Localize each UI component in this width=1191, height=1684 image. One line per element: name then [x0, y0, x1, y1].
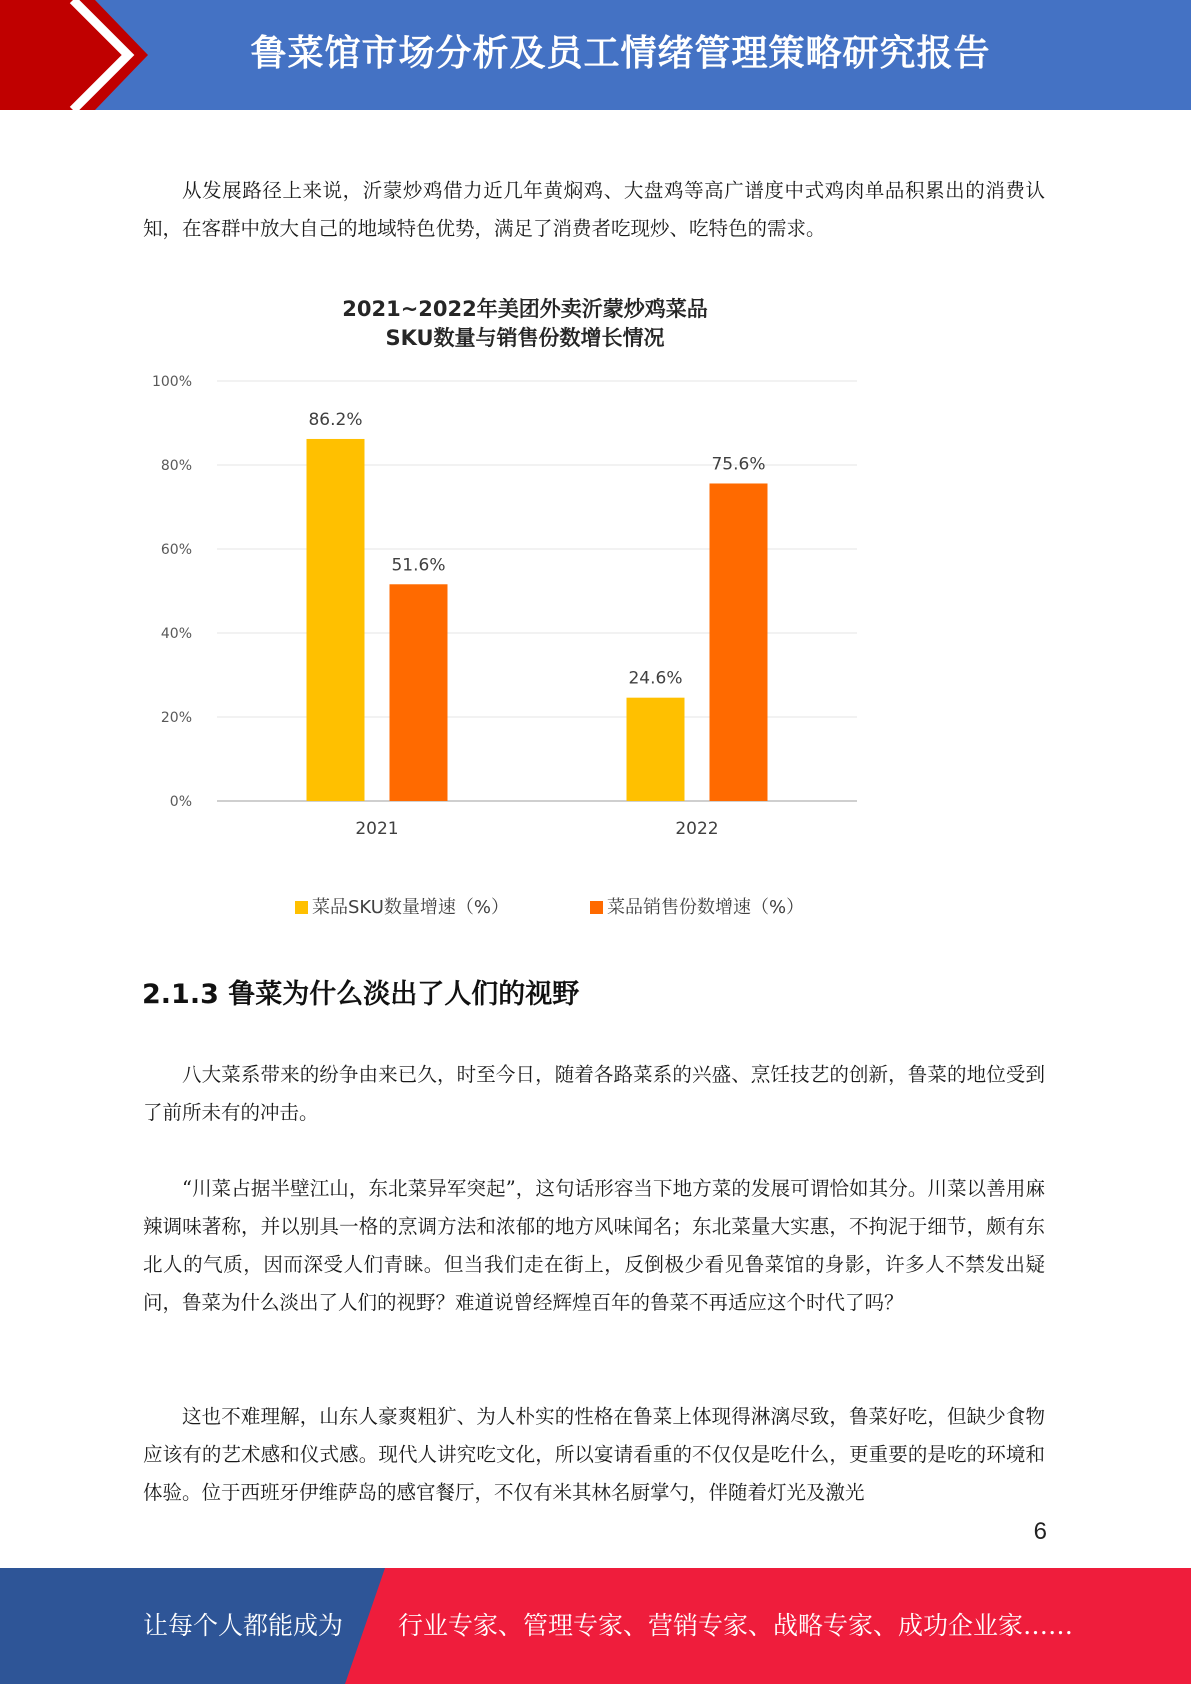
legend-swatch-sales	[590, 901, 603, 914]
chart-title-line2: SKU数量与销售份数增长情况	[385, 326, 665, 350]
paragraph-intro: 从发展路径上来说，沂蒙炒鸡借力近几年黄焖鸡、大盘鸡等高广谱度中式鸡肉单品积累出的消费认知，在客群中放大自己的地域特色优势，满足了消费者吃现炒、吃特色的需求。	[143, 179, 1045, 240]
legend-label-sku: 菜品SKU数量增速（%）	[312, 897, 510, 918]
paragraph-2: 八大菜系带来的纷争由来已久，时至今日，随着各路菜系的兴盛、烹饪技艺的创新，鲁菜的地位受到了前所未有的冲击。	[143, 1063, 1045, 1124]
bar	[627, 698, 685, 801]
paragraph-4: 这也不难理解，山东人豪爽粗犷、为人朴实的性格在鲁菜上体现得淋漓尽致，鲁菜好吃，但缺少食物应该有的艺术感和仪式感。现代人讲究吃文化，所以宴请看重的不仅仅是吃什么，更重要的是吃的环境和体验。位于西班牙伊维萨岛的感官餐厅，不仅有米其林名厨掌勺，伴随着灯光及激光	[143, 1405, 1045, 1504]
bar	[307, 439, 365, 801]
bar-value-label: 51.6%	[391, 555, 446, 576]
chart-plot-area	[151, 285, 890, 885]
section-heading: 2.1.3 鲁菜为什么淡出了人们的视野	[142, 979, 580, 1010]
header-ribbon-decoration	[0, 0, 160, 110]
page-footer	[0, 1568, 1191, 1684]
y-tick-label: 40%	[160, 626, 192, 642]
y-tick-label: 0%	[169, 794, 192, 810]
y-tick-label: 80%	[160, 458, 192, 474]
legend-item-sku	[295, 893, 509, 919]
bar-value-label: 86.2%	[308, 409, 363, 430]
footer-slogan-left: 让每个人都能成为	[143, 1611, 344, 1640]
footer-slogan-right: 行业专家、管理专家、营销专家、战略专家、成功企业家……	[398, 1611, 1074, 1640]
chart-title-line1: 2021~2022年美团外卖沂蒙炒鸡菜品	[342, 297, 708, 321]
paragraph-3: “川菜占据半壁江山，东北菜异军突起”，这句话形容当下地方菜的发展可谓恰如其分。川菜以善用麻辣调味著称，并以别具一格的烹调方法和浓郁的地方风味闻名；东北菜量大实惠，不拘泥于细节，颇有东北人的气质，因而深受人们青睐。但当我们走在街上，反倒极少看见鲁菜馆的身影，许多人不禁发出疑问，鲁菜为什么淡出了人们的视野？难道说曾经辉煌百年的鲁菜不再适应这个时代了吗？	[143, 1177, 1045, 1314]
page-header	[0, 0, 1191, 110]
y-tick-label: 100%	[151, 374, 192, 390]
document-title: 鲁菜馆市场分析及员工情绪管理策略研究报告	[250, 33, 991, 74]
legend-swatch-sku	[295, 901, 308, 914]
bar	[390, 584, 448, 801]
bar	[710, 483, 768, 801]
bar-value-label: 75.6%	[711, 454, 766, 475]
bar-value-label: 24.6%	[628, 668, 683, 689]
x-tick-label: 2021	[355, 819, 399, 839]
legend-item-sales	[590, 893, 804, 919]
growth-bar-chart	[151, 285, 890, 925]
x-tick-label: 2022	[675, 819, 719, 839]
page-number: 6	[1033, 1518, 1047, 1545]
legend-label-sales: 菜品销售份数增速（%）	[607, 897, 805, 918]
y-tick-label: 60%	[160, 542, 192, 558]
y-tick-label: 20%	[160, 710, 192, 726]
